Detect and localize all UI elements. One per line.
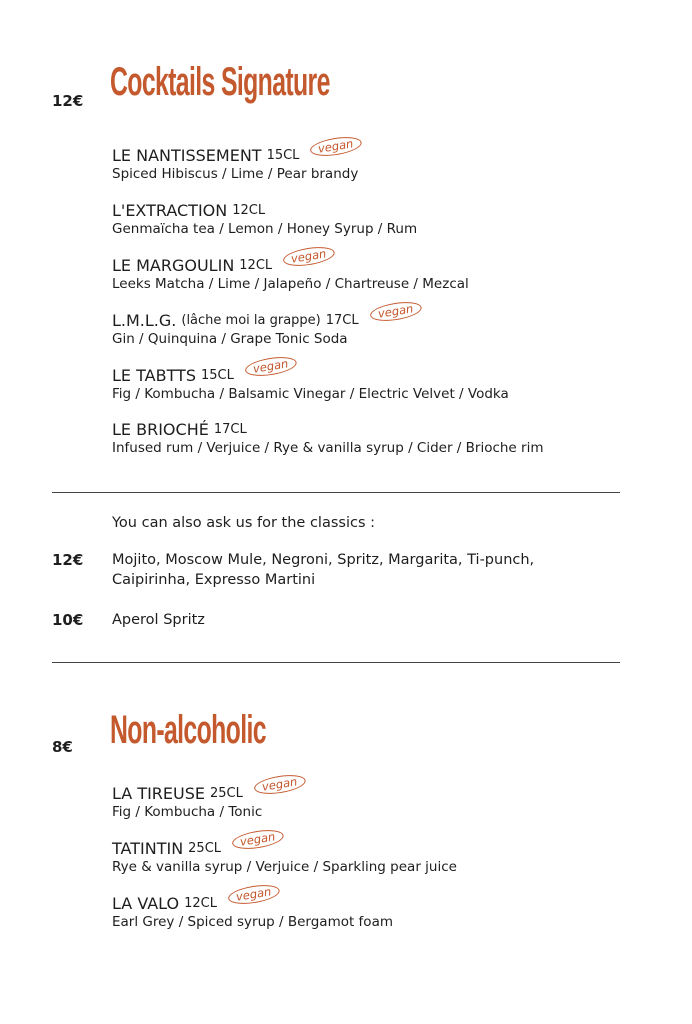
item-volume: 17CL	[213, 422, 247, 437]
classics-list-10	[112, 610, 205, 630]
item-description: Gin / Quinquina / Grape Tonic Soda	[112, 331, 348, 347]
item-volume: 12CL	[239, 258, 273, 273]
item-volume: 15CL	[200, 368, 234, 383]
item-description: Infused rum / Verjuice / Rye & vanilla syrup / Cider / Brioche rim	[112, 440, 544, 456]
non-alcoholic-section-title: Non-alcoholic	[110, 708, 266, 752]
item-description: Earl Grey / Spiced syrup / Bergamot foam	[112, 914, 393, 930]
vegan-badge-icon: vegan	[253, 772, 307, 797]
menu-item-le-tabtts	[112, 356, 509, 403]
menu-item-lmlg	[112, 301, 422, 348]
item-subtitle: (lâche moi la grappe)	[181, 313, 321, 328]
menu-item-la-tireuse	[112, 774, 306, 821]
item-name: L'EXTRACTION	[112, 201, 228, 220]
menu-item-tatintin	[112, 829, 457, 876]
menu-item-le-margoulin	[112, 246, 469, 293]
item-description: Fig / Kombucha / Balsamic Vinegar / Electric Velvet / Vodka	[112, 386, 509, 402]
classics-price-12: 12€	[52, 551, 84, 569]
classics-list-12	[112, 550, 534, 590]
classics-line: Mojito, Moscow Mule, Negroni, Spritz, Margarita, Ti-punch,	[112, 552, 535, 568]
vegan-badge-icon: vegan	[369, 299, 423, 324]
item-name: L.M.L.G.	[112, 311, 177, 330]
item-name: LA TIREUSE	[112, 784, 206, 803]
classics-line: Caipirinha, Expresso Martini	[112, 572, 316, 588]
item-description: Leeks Matcha / Lime / Jalapeño / Chartreuse / Mezcal	[112, 276, 469, 292]
item-description: Rye & vanilla syrup / Verjuice / Sparkling pear juice	[112, 859, 457, 875]
item-volume: 12CL	[232, 203, 266, 218]
vegan-badge-icon: vegan	[244, 354, 298, 379]
menu-item-le-brioche	[112, 420, 544, 457]
item-volume: 25CL	[210, 786, 243, 801]
item-name: LE MARGOULIN	[112, 256, 235, 275]
vegan-badge-icon: vegan	[309, 134, 363, 159]
item-volume: 12CL	[184, 896, 217, 911]
item-volume: 17CL	[325, 313, 359, 328]
item-volume: 15CL	[266, 148, 300, 163]
item-volume: 25CL	[188, 841, 222, 856]
item-name: LE NANTISSEMENT	[112, 146, 262, 165]
cocktails-section-title: Cocktails Signature	[110, 60, 330, 104]
item-description: Spiced Hibiscus / Lime / Pear brandy	[112, 166, 359, 182]
item-name: LE BRIOCHÉ	[112, 420, 209, 439]
section-divider	[52, 662, 620, 663]
cocktails-price: 12€	[52, 92, 84, 110]
item-name: TATINTIN	[112, 839, 184, 858]
classics-line: Aperol Spritz	[112, 612, 205, 628]
item-description: Fig / Kombucha / Tonic	[112, 804, 263, 820]
menu-item-l-extraction	[112, 201, 417, 238]
item-name: LA VALO	[112, 894, 180, 913]
classics-price-10: 10€	[52, 611, 84, 629]
item-description: Genmaïcha tea / Lemon / Honey Syrup / Rum	[112, 221, 418, 237]
menu-item-le-nantissement	[112, 136, 363, 183]
item-name: LE TABTTS	[112, 366, 196, 385]
section-divider	[52, 492, 620, 493]
vegan-badge-icon: vegan	[227, 882, 281, 907]
vegan-badge-icon: vegan	[231, 827, 285, 852]
vegan-badge-icon: vegan	[282, 244, 336, 269]
menu-item-la-valo	[112, 884, 393, 931]
classics-intro: You can also ask us for the classics :	[112, 515, 376, 531]
non-alcoholic-price: 8€	[52, 738, 73, 756]
